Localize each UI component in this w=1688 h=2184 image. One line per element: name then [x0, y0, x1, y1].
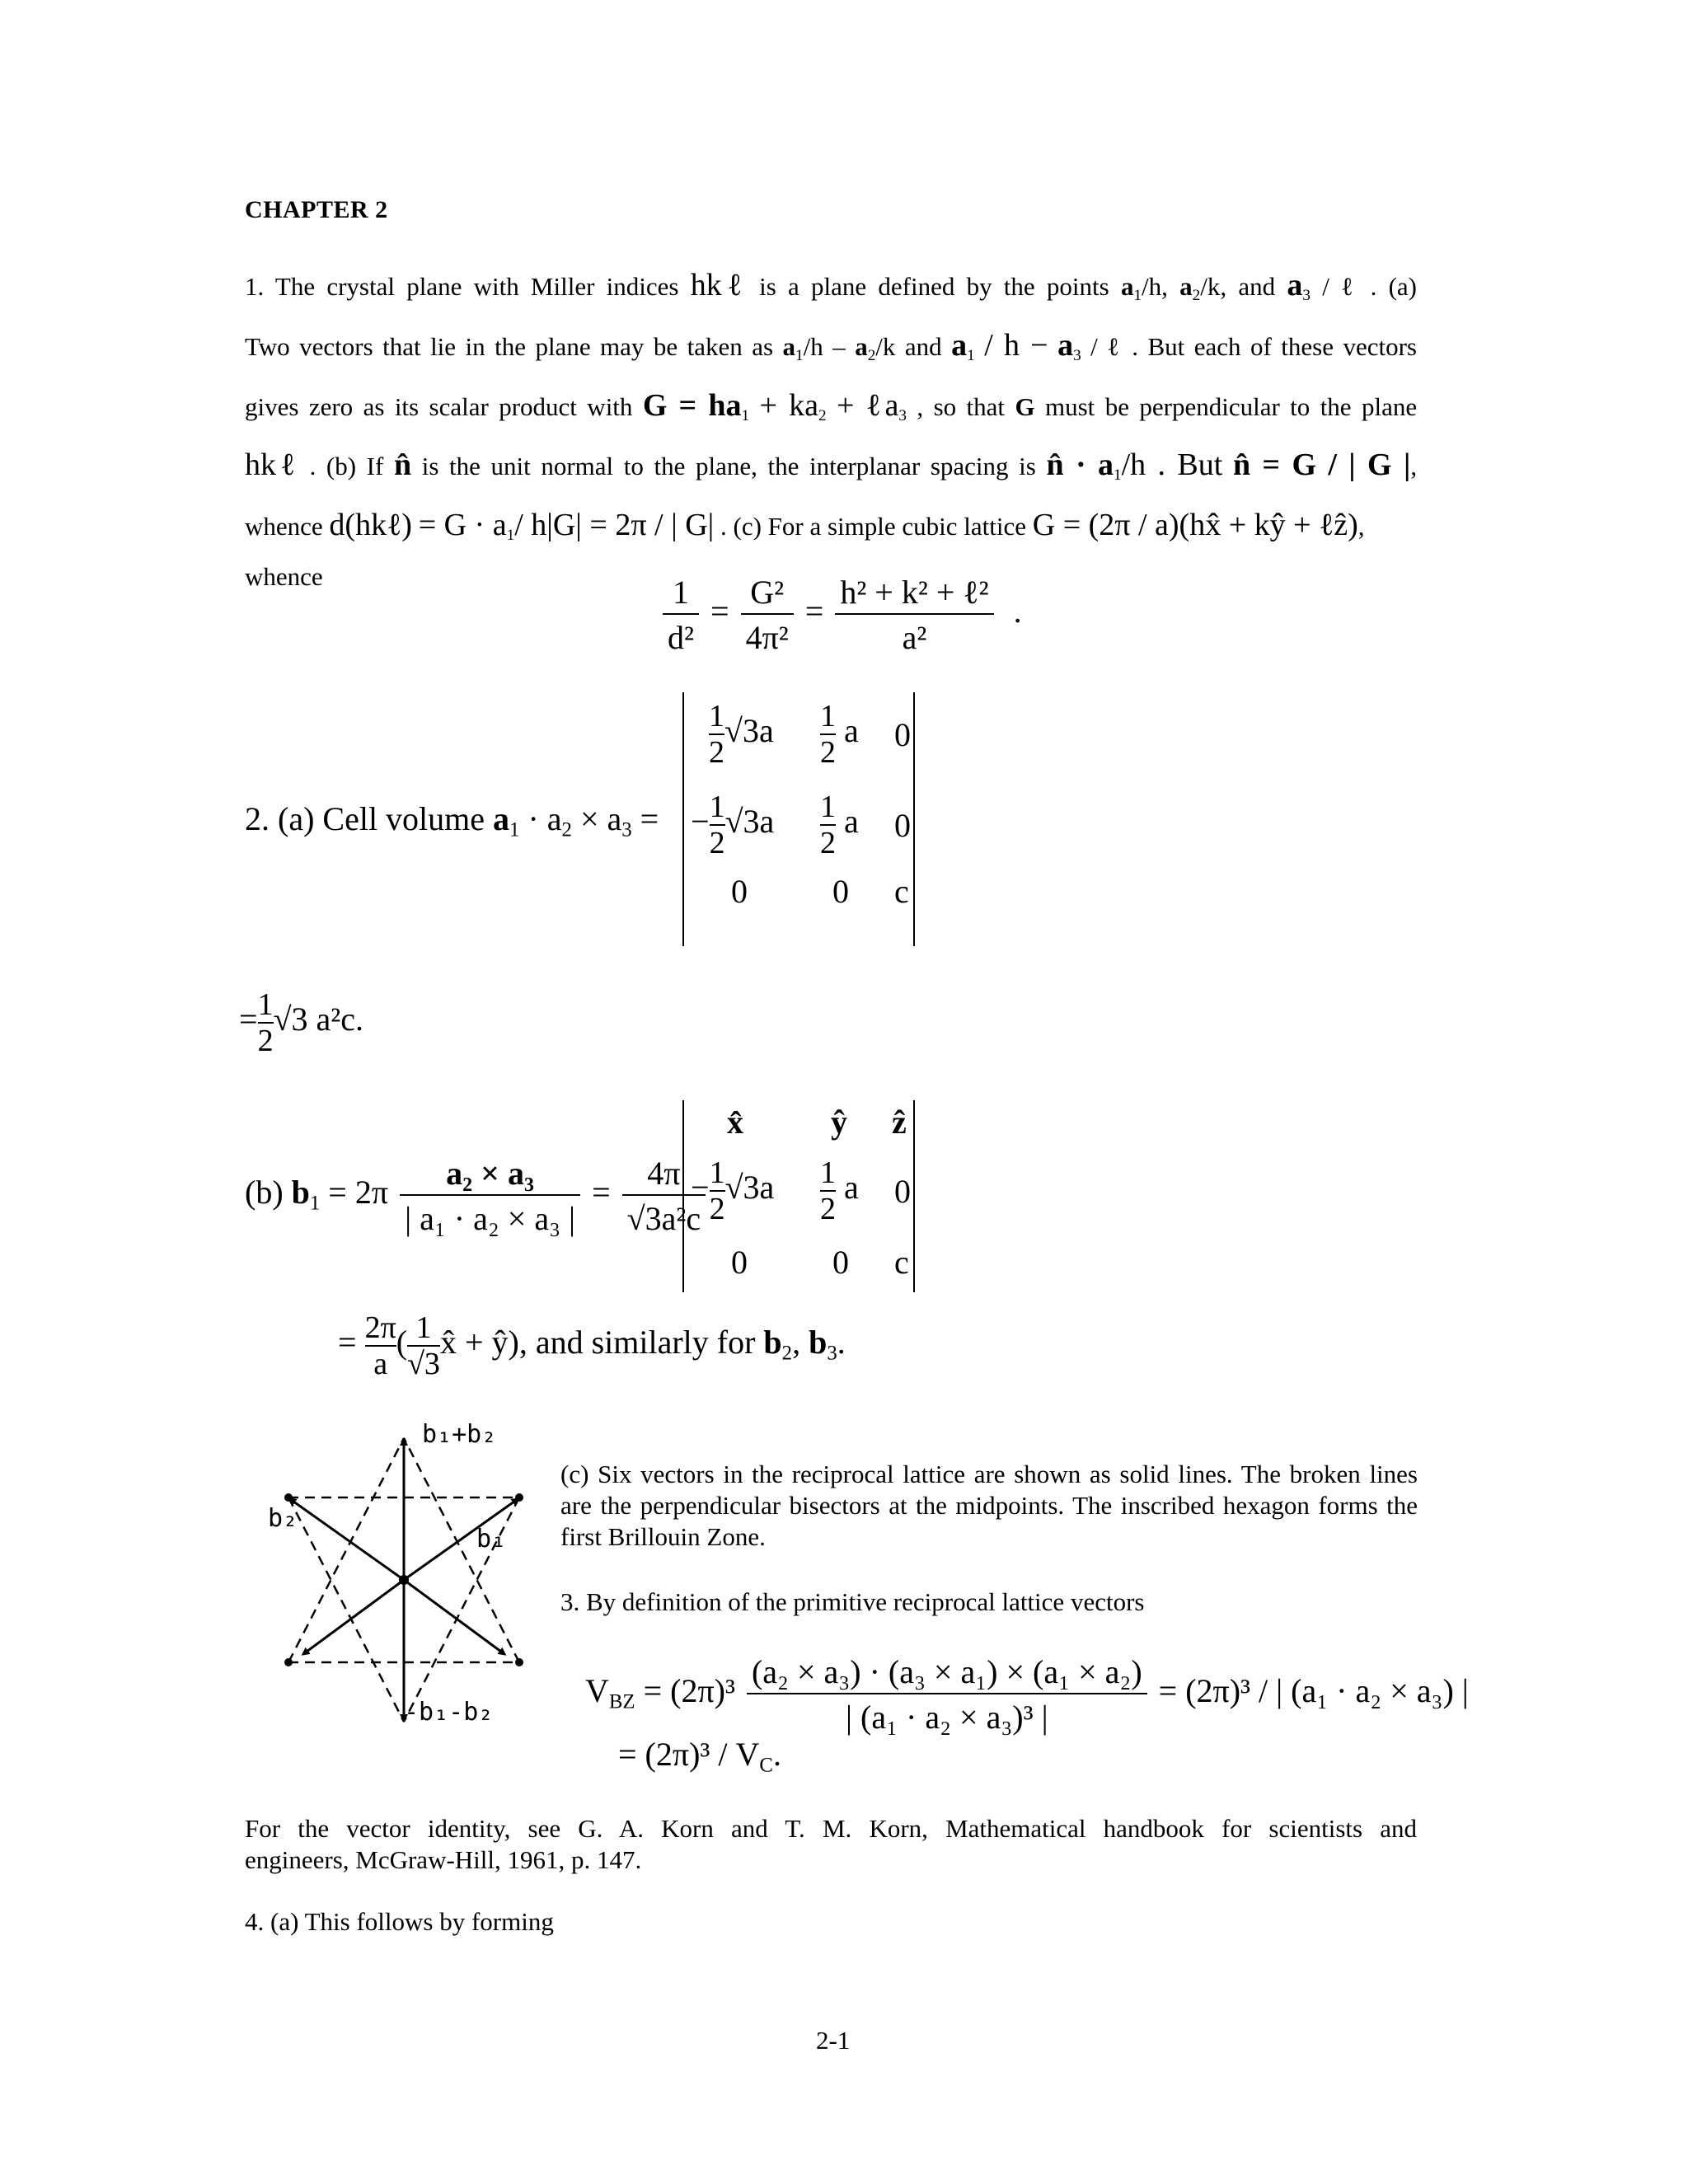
- label-b2: b₂: [268, 1504, 298, 1533]
- p2b-result: = $\frac{2\pi}{a}$ ( $\frac{1}{√3}$ x̂ + ŷ), and similarly for $b_2$, $b_3$.: [338, 1310, 846, 1381]
- det1-right-bar: [913, 692, 915, 946]
- p1-line-5: whence d(hkℓ) = $G \cdot a_1/$ h|G| = 2π / | G| . (c) For a simple cubic lattice G = (2π / a)(hx̂ + kŷ + ℓẑ),: [245, 508, 1365, 544]
- p1-line-2: Two vectors that lie in the plane may be taken as $a_1/h - a_2/k$ and $a_1 / h - a_3$ / ℓ . But each of these vectors: [245, 327, 1417, 364]
- det1-r3c2: 0: [832, 873, 849, 910]
- det1-r2c2: $\frac{1}{2}$ a: [820, 790, 859, 860]
- chapter-heading: CHAPTER 2: [245, 196, 388, 223]
- p1-line-4: hkℓ . (b) If n̂ is the unit normal to the plane, the interplanar spacing is n̂ · $a_1/h$ . But n̂ = G / | G |,: [245, 448, 1418, 485]
- origin-point: [399, 1575, 409, 1585]
- vector-minus-b1: [303, 1580, 404, 1654]
- det2-right-bar: [913, 1100, 915, 1292]
- p2a-label: 2. (a) Cell volume $a_1 \cdot a_2 \times a_3$ =: [245, 800, 659, 841]
- lattice-point: [284, 1493, 293, 1502]
- det2-r2c3: 0: [894, 1173, 911, 1210]
- lattice-point: [515, 1658, 523, 1666]
- det2-left-bar: [682, 1100, 684, 1292]
- p3-intro: 3. By definition of the primitive reciprocal lattice vectors: [560, 1587, 1145, 1616]
- det2-header-x: x̂: [727, 1104, 743, 1141]
- det1-r3c1: 0: [731, 873, 748, 910]
- det2-r3c3: c: [894, 1244, 909, 1281]
- equation-1: $\frac{1}{\text{d²}}$ = $\frac{\text{G²}}{\text{4π²}}$ = $\frac{\text{h² + k² + ℓ²}}{\text{a²}}$ .: [659, 573, 1022, 657]
- det2-header-z: ẑ: [892, 1104, 907, 1141]
- reference-paragraph: [245, 1813, 1417, 1876]
- p4-paragraph: 4. (a) This follows by forming: [245, 1907, 554, 1936]
- p2c-paragraph: (c) Six vectors in the reciprocal lattice are shown as solid lines. The broken lines are the perpendicular bisectors at the midpoints. The inscribed hexagon forms the first Brillouin Zone.: [560, 1460, 1418, 1551]
- det2-r2c2: $\frac{1}{2}$ a: [820, 1155, 859, 1226]
- vector-b2: [290, 1499, 404, 1580]
- figure-svg: [247, 1422, 544, 1743]
- det1-r2c1: − $\frac{1}{2}$ √3a: [691, 790, 775, 860]
- page-number: 2-1: [816, 2026, 851, 2055]
- p2b-lhs: (b) $b_1 = 2\pi$ $\frac{\text{a₂ × a₃}}{\text{| a₁ · a₂ × a₃ |}}$ = $\frac{4\pi}{\text{√3a²c}}$: [245, 1154, 709, 1238]
- label-b1-plus-b2: b₁+b₂: [422, 1420, 497, 1449]
- reference-line-2: engineers, McGraw-Hill, 1961, p. 147.: [245, 1845, 642, 1874]
- problem-1-paragraph: [245, 260, 1417, 593]
- p1-line-6: whence: [245, 561, 323, 591]
- det1-r1c2: $\frac{1}{2}$ a: [820, 699, 859, 770]
- vector-minus-b2: [404, 1580, 504, 1654]
- det1-r3c3: c: [894, 873, 909, 910]
- label-b1: b₁: [476, 1525, 507, 1554]
- bisector-left-down: [288, 1497, 404, 1722]
- det2-r2c1: − $\frac{1}{2}$ √3a: [691, 1155, 775, 1226]
- reference-line-1: For the vector identity, see G. A. Korn and T. M. Korn, Mathematical handbook for scientists and: [245, 1814, 1417, 1843]
- label-minus-b1-minus-b2: -b₁-b₂: [404, 1698, 494, 1727]
- det1-r1c3: 0: [894, 716, 911, 753]
- det1-r1c1: $\frac{1}{2}$ √3a: [709, 699, 774, 770]
- p3-equation: $V_{BZ} = (2\pi)^3$ $\frac{\text{(a₂ × a₃) · (a₃ × a₁) × (a₁ × a₂)}}{\text{| (a₁ · a₂ × a₃)³ |}}$ = (2π)³ / | (a₁ · a₂ × a₃) |: [585, 1653, 1469, 1736]
- p1-line-1: 1. The crystal plane with Miller indices hkℓ is a plane defined by the points $a_1/h$, $a_2/k$, and $a_3$ / ℓ . (a): [245, 268, 1418, 304]
- p2a-result: = $\frac{1}{2}$ √3 a²c.: [239, 987, 364, 1058]
- det2-r3c2: 0: [832, 1244, 849, 1281]
- det2-r3c1: 0: [731, 1244, 748, 1281]
- det2-header-y: ŷ: [831, 1104, 847, 1141]
- det1-r2c3: 0: [894, 807, 911, 844]
- reciprocal-lattice-figure: [247, 1422, 544, 1743]
- lattice-point: [284, 1658, 293, 1666]
- p3-equation-line-2: = $(2\pi)^3 / V_C$.: [618, 1736, 781, 1777]
- bisector-left-up: [288, 1438, 404, 1662]
- det1-left-bar: [682, 692, 684, 946]
- p1-line-3: gives zero as its scalar product with $G = ha_1 + ka_2$ + ℓa$_3$ , so that G must be perpendicular to the plane: [245, 387, 1418, 424]
- lattice-point: [515, 1493, 523, 1502]
